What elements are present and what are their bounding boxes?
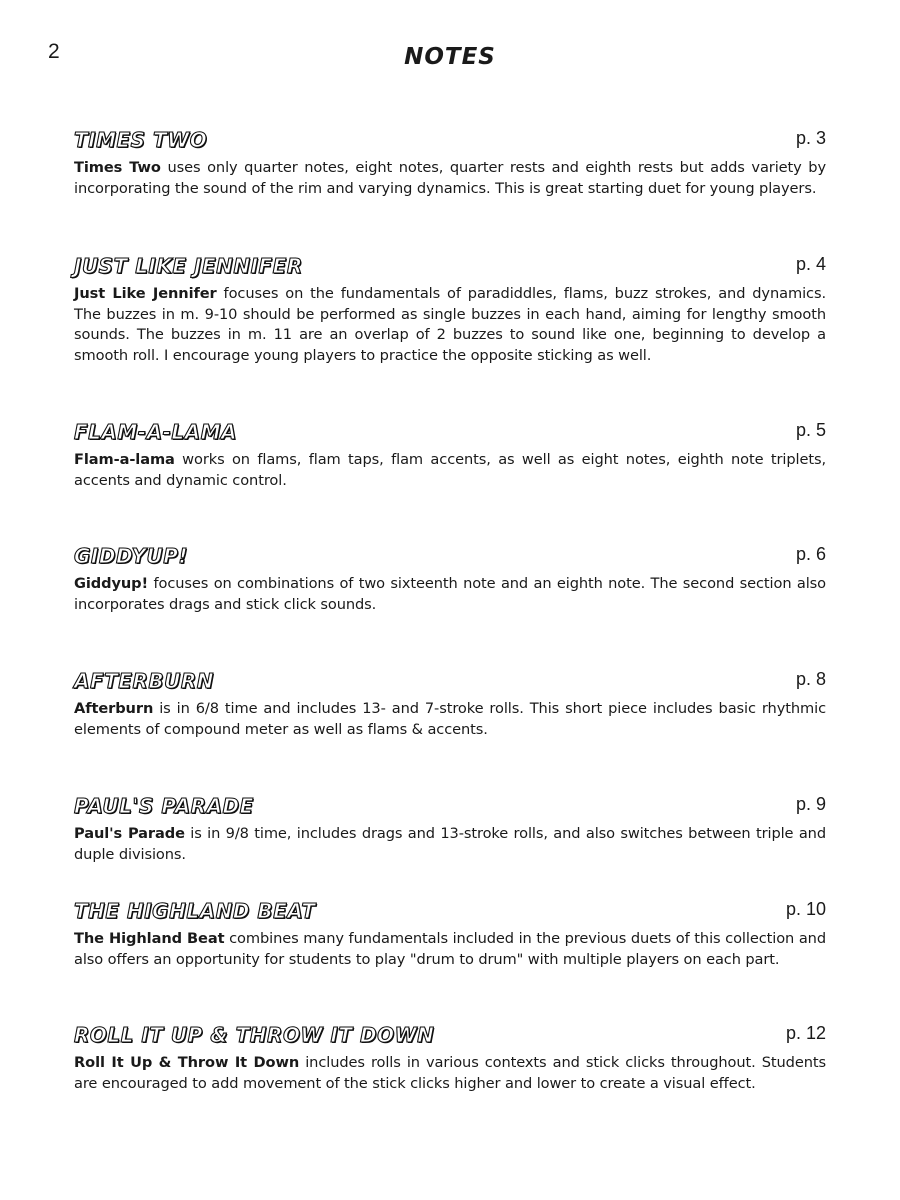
entry-title: THE HIGHLAND BEAT [74,899,316,923]
entry-times-two [74,128,826,199]
entry-page-ref: p. 6 [795,544,826,564]
page-number: 2 [48,40,60,63]
entry-description [74,824,826,865]
entry-name: Roll It Up & Throw It Down [74,1054,300,1071]
entry-afterburn [74,669,826,740]
entry-name: Just Like Jennifer [74,285,217,302]
entry-name: Giddyup! [74,575,149,592]
entry-description [74,1053,826,1094]
entry-text: is in 6/8 time and includes 13- and 7-stroke rolls. This short piece includes basic rhythmic elements of compound meter as well as flams & accents. [74,700,826,738]
entry-title: TIMES TWO [74,128,208,152]
entry-title: ROLL IT UP & THROW IT DOWN [74,1023,435,1047]
entry-title: PAUL'S PARADE [74,794,254,818]
entry-title: AFTERBURN [74,669,214,693]
page-title: NOTES [404,44,496,70]
entry-text: includes rolls in various contexts and stick clicks throughout. Students are encouraged to add movement of the stick clicks higher and lower to create a visual effect. [74,1054,826,1092]
entry-name: Times Two [74,159,161,176]
entry-description [74,574,826,615]
entry-title: FLAM-A-LAMA [74,420,237,444]
entry-name: Afterburn [74,700,154,717]
entry-page-ref: p. 3 [795,128,826,148]
entry-name: Paul's Parade [74,825,185,842]
entry-text: focuses on combinations of two sixteenth note and an eighth note. The second section also incorporates drags and stick click sounds. [74,575,826,613]
entry-description [74,929,826,970]
entry-text: works on flams, flam taps, flam accents, as well as eight notes, eighth note triplets, accents and dynamic control. [74,451,826,489]
entry-name: Flam-a-lama [74,451,175,468]
entry-text: combines many fundamentals included in the previous duets of this collection and also offers an opportunity for students to play "drum to drum" with multiple players on each part. [74,930,826,968]
entry-page-ref: p. 9 [795,794,826,814]
entry-page-ref: p. 12 [785,1023,826,1043]
entry-page-ref: p. 4 [795,254,826,274]
entry-flam-a-lama [74,420,826,491]
entry-text: is in 9/8 time, includes drags and 13-stroke rolls, and also switches between triple and duple divisions. [74,825,826,863]
entry-text: focuses on the fundamentals of paradiddles, flams, buzz strokes, and dynamics. The buzzes in m. 9-10 should be performed as single buzzes in each hand, aiming for lengthy smooth sounds. The buzzes in m. 11 are an overlap of 2 buzzes to sound like one, beginning to develop a smooth roll. I encourage young players to practice the opposite sticking as well. [74,285,826,364]
entry-just-like-jennifer [74,254,826,366]
entry-description [74,158,826,199]
entry-text: uses only quarter notes, eight notes, quarter rests and eighth rests but adds variety by incorporating the sound of the rim and varying dynamics. This is great starting duet for young players. [74,159,826,197]
entry-page-ref: p. 10 [785,899,826,919]
entry-giddyup [74,544,826,615]
entry-description [74,699,826,740]
entry-highland-beat [74,899,826,970]
entry-page-ref: p. 8 [795,669,826,689]
entry-title: JUST LIKE JENNIFER [74,254,303,278]
entry-description [74,450,826,491]
entry-title: GIDDYUP! [74,544,189,568]
entry-page-ref: p. 5 [795,420,826,440]
entry-description [74,284,826,366]
entry-name: The Highland Beat [74,930,225,947]
entry-roll-it-up [74,1023,826,1094]
entry-pauls-parade [74,794,826,865]
